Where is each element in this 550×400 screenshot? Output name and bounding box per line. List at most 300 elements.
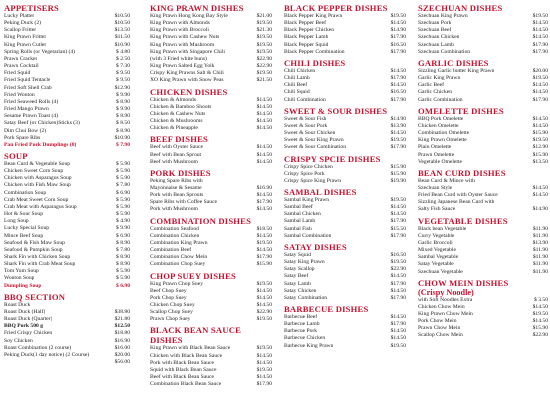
menu-item-price: $ 6.90 [116,282,130,289]
menu-item [4,99,130,106]
menu-item-price [269,178,272,185]
menu-item-name: Mince Beef Soup [4,232,44,239]
menu-item-price: $10.90 [114,41,130,48]
menu-item-name: (with 3 Fried white buns) [150,55,207,62]
menu-item-name: King Prawn with Singapore Chili [150,48,225,55]
menu-item [4,92,130,99]
menu-item [4,27,130,34]
menu-column-2 [150,3,272,400]
menu-item [4,197,130,204]
menu-item-price: $17.90 [532,96,548,103]
menu-item-price: $11.90 [532,261,548,268]
menu-item-name: Roast Duck [4,301,31,308]
menu-item [4,211,130,218]
section-heading: SZECHUAN DISHES [418,3,503,13]
menu-item-price: $14.50 [256,103,272,110]
menu-item-price: $17.90 [390,232,406,239]
section-heading: SWEET & SOUR DISHES [284,105,388,116]
menu-item [150,144,272,151]
menu-item [4,225,130,232]
menu-item [418,27,548,34]
menu-item-price: $21.30 [256,27,272,34]
menu-item-name: Szechuan Style [418,184,453,191]
menu-item [150,159,272,166]
menu-item-price: $14.50 [532,303,548,310]
menu-item [4,34,130,41]
menu-item-price: $ 2.50 [116,55,130,62]
menu-item-name: Satay Lamb [284,280,311,287]
menu-item [150,125,272,132]
menu-item-name: Garlic King Prawn [418,75,461,82]
menu-item [4,20,130,27]
menu-item-name: Satay Beef [284,273,309,280]
menu-item [418,152,548,159]
menu-item [150,254,272,261]
menu-item [418,254,548,261]
menu-item [284,218,406,225]
menu-item [4,56,130,63]
menu-item [150,70,272,77]
menu-item-price: $17.90 [532,41,548,48]
menu-item-price: $22.90 [256,309,272,316]
menu-item-price: $ 8.90 [116,127,130,134]
menu-item-price: $19.50 [256,20,272,27]
menu-item [284,328,406,335]
menu-item-price: $15.90 [256,261,272,268]
menu-item [418,34,548,41]
menu-item-price: $ 9.90 [116,106,130,113]
menu-item-name: Dumpling Soup [4,282,42,289]
menu-item [284,233,406,240]
menu-item [150,295,272,302]
menu-item [284,314,406,321]
menu-section-garlic-dishes [418,58,548,104]
menu-item-name: Bean Curd & Vegetable Soup [4,160,71,167]
menu-section-sambal-dishes [284,187,406,240]
menu-item-price: $19.50 [256,345,272,352]
menu-item-name: Pork with Bean Sprouts [150,192,204,199]
menu-item-name: Crispy Spice Chicken [284,163,333,170]
menu-item-price: $ 8.90 [116,98,130,105]
menu-item-name: Fried Squid Tentacle [4,77,51,84]
menu-column-3 [284,3,406,400]
menu-item-price [127,302,130,309]
menu-item-price: $14.50 [532,27,548,34]
menu-item-price: $17.90 [390,48,406,55]
menu-item-price: $12.90 [114,84,130,91]
menu-item [284,259,406,266]
menu-item-name: Pork Spare Ribs [4,134,41,141]
menu-item [4,359,130,366]
menu-item-name: Shark Fin with Chicken Soup [4,254,71,260]
menu-item-price: $17.90 [390,34,406,41]
menu-item-name: Plain Omelette [418,144,452,151]
menu-item-price: $15.50 [390,225,406,232]
menu-item [4,254,130,261]
menu-item-price: $14.50 [256,206,272,213]
menu-item-name: Pork Chow Mein [418,318,457,325]
menu-item [418,68,548,75]
menu-item-name: King Prawn with Mushroom [150,41,215,48]
menu-item-name: Chili Beef [284,82,308,89]
section-heading: BLACK PEPPER DISHES [284,3,388,13]
menu-item [150,316,272,323]
menu-item [150,152,272,159]
menu-item-name: Long Soup [4,218,29,225]
menu-item-name: Satay Vegetable [418,261,454,268]
menu-item-name: Wonton Soup [4,275,35,282]
menu-item-name: Fried Squid [4,70,31,77]
menu-item [4,240,130,247]
menu-item-name: Beef with Oyster Sauce [150,144,203,151]
menu-item-price: $14.50 [532,34,548,41]
menu-item-price: $15.90 [532,130,548,137]
menu-item [4,42,130,49]
menu-item [418,89,548,96]
menu-item-name: Spring Rolls (or Vegetarian) (4) [4,48,76,55]
menu-item-price: $14.50 [256,118,272,125]
menu-column-4 [418,3,548,400]
menu-item-name: Pan Fried Pork Dumplings (8) [4,141,77,148]
menu-item-name: Chicken with Asparagus Soup [4,175,72,182]
menu-item-name: Black Pepper King Prawn [284,13,343,19]
menu-item-price: $14.50 [256,374,272,381]
menu-item-name: Fried Wonton [4,91,35,98]
menu-item-price: $ 9.90 [116,225,130,232]
menu-item-price: $16.50 [390,251,406,258]
menu-item-name: Barbecue King Prawn [284,342,334,349]
menu-item-price: $56.00 [114,359,130,366]
menu-item [150,345,272,352]
menu-item-price: $ 8.90 [116,113,130,120]
menu-item [4,268,130,275]
menu-item-name: Fried Mango Prawn [4,106,49,113]
menu-item [150,178,272,185]
section-heading: COMBINATION DISHES [150,215,252,226]
menu-section-chow-mein-dishes [418,278,548,340]
menu-item-price: $19.50 [532,75,548,82]
menu-item [418,49,548,56]
menu-item-price: $12.90 [532,144,548,151]
menu-item-price: $13.90 [390,122,406,129]
section-heading: OMELETTE DISHES [418,105,504,116]
menu-item [418,240,548,247]
menu-item-price: $ 8.50 [116,120,130,127]
section-heading: BBQ SECTION [4,291,66,302]
menu-item [418,304,548,311]
menu-item-name: Tom Yum Soup [4,268,39,275]
menu-item [4,345,130,352]
menu-item-price: $19.50 [256,70,272,77]
section-subtitle: (Crispy Noodle) [418,287,474,297]
menu-item-price: $22.90 [256,55,272,62]
menu-item [284,130,406,137]
menu-section-appetisers [4,3,130,149]
section-heading: BEAN CURD DISHES [418,167,506,178]
menu-item-price: $21.50 [256,77,272,84]
menu-item-name: Roast Combination (2 course) [4,344,72,351]
menu-section-chicken-dishes [150,87,272,133]
menu-item-price: $13.50 [114,27,130,34]
menu-item-price: $22.90 [390,266,406,273]
menu-item-name: Fried Bean Curd with Oyster Sauce [418,192,498,199]
menu-item-price: $17.90 [390,218,406,225]
menu-item [150,240,272,247]
menu-item-name: Sweet & Sour Fish [284,115,327,122]
menu-item-name: Beef with Bean Sprout [150,151,202,158]
menu-item-name: Szechuan King Prawn [418,13,468,19]
section-heading: CHOW MEIN DISHES [418,277,509,288]
menu-item-name: Roast Duck (Quarter) [4,316,53,323]
menu-section-chili-dishes [284,58,406,104]
menu-item-price: $14.90 [532,206,548,213]
section-heading: CHOP SUEY DISHES [150,270,236,281]
menu-item [4,338,130,345]
menu-item-name: Combination King Prawn [150,239,208,246]
menu-item [284,343,406,350]
menu-item-price: $14.50 [390,287,406,294]
menu-item [4,316,130,323]
menu-item [4,85,130,92]
menu-item-name: Sweet & Sour Chicken [284,130,336,137]
menu-item [418,116,548,123]
menu-item [4,70,130,77]
menu-item [284,335,406,342]
menu-item-price: $16.50 [390,41,406,48]
menu-item [284,164,406,171]
menu-item [4,120,130,127]
menu-item-price: $14.50 [256,125,272,132]
menu-item [418,261,548,268]
menu-item-price: $19.50 [532,13,548,19]
menu-item-name: Szechuan Vegetable [418,268,463,275]
menu-item-price: $19.50 [256,239,272,246]
menu-item [418,297,548,304]
menu-item-price: $14.50 [532,82,548,89]
menu-item [284,97,406,104]
menu-item-name: Shark Fin with Crab Meat Soup [4,261,76,268]
menu-item-price: $19.50 [256,41,272,48]
menu-item-price: $18.50 [256,225,272,232]
menu-item-price: $22.90 [532,332,548,339]
menu-item-name: King Prawn with Almonds [150,20,210,27]
menu-item-name: XO King Prawn with Snow Peas [150,77,224,84]
menu-item [418,226,548,233]
menu-item [4,330,130,337]
section-heading: SAMBAL DISHES [284,186,357,197]
menu-item [284,197,406,204]
menu-item [284,266,406,273]
menu-item [284,13,406,20]
menu-item [150,374,272,381]
menu-item-name: King Prawn Salted Egg Yolk [150,63,215,70]
menu-item [284,82,406,89]
menu-item-price: $19.50 [256,316,272,323]
menu-item-price: $12.50 [114,323,130,330]
menu-item [4,77,130,84]
menu-item-price: $ 5.90 [116,268,130,275]
menu-item-price: $21.00 [256,13,272,19]
menu-item-name: Sesame Prawn Toast (4) [4,113,59,120]
menu-item-price: $19.50 [532,137,548,144]
menu-item [4,63,130,70]
menu-item-name: Satay Beef (or Chicken)Sticks (3) [4,120,80,127]
menu-section-black-bean-sauce-dishes [150,325,272,388]
menu-item-name: Garlic Chicken [418,89,453,96]
menu-section-soup [4,151,130,290]
menu-item-price: $14.50 [390,82,406,89]
menu-item-price: $ 9.50 [116,70,130,77]
menu-item-price: $14.50 [532,318,548,325]
menu-item-name: Combination Chicken [150,232,200,239]
menu-item-price: $13.90 [532,239,548,246]
menu-item [284,321,406,328]
menu-item [4,49,130,56]
menu-item [4,233,130,240]
menu-item-name: Barbecue Chicken [284,335,326,342]
menu-item [150,367,272,374]
menu-item-name: King Prawn Chop Suey [150,280,203,287]
menu-item [4,13,130,20]
menu-item [284,204,406,211]
menu-item [150,118,272,125]
menu-item [418,233,548,240]
menu-item-price: $ 4.80 [116,48,130,55]
menu-item [4,261,130,268]
menu-item-name: Peking Spare Ribs with [150,177,203,184]
menu-item-name: with Soft Noodles Extra [418,296,473,303]
menu-item-price: $11.90 [532,254,548,261]
menu-item [150,381,272,388]
menu-item-name: Sambal Vegetable [418,254,459,261]
menu-item-price: $11.90 [532,247,548,254]
menu-item [284,295,406,302]
menu-item [150,63,272,70]
menu-section-barbecue-dishes [284,304,406,350]
menu-item-price: $15.90 [390,170,406,177]
menu-item-price: $14.50 [256,144,272,151]
section-heading: SOUP [4,150,28,161]
menu-item [284,123,406,130]
menu-item-price: $ 5.90 [116,160,130,167]
menu-item-name: King Prawn with Black Bean Sauce [150,345,231,352]
menu-item-name: Salty Fish Sauce [418,206,456,213]
menu-section-sweet-sour-dishes [284,106,406,152]
menu-item [418,318,548,325]
menu-item-name: King Prawn Cutlet [4,41,46,48]
menu-item [284,75,406,82]
menu-item [150,360,272,367]
menu-section-bean-curd-dishes [418,168,548,214]
menu-item-price: $ 4.90 [116,218,130,225]
menu-item-price: $17.90 [256,254,272,261]
menu-section-crispy-spcie-dishes [284,154,406,185]
menu-item-name: Combination Seafood [150,225,199,232]
menu-item-price: $14.90 [390,115,406,122]
menu-item-name: Chicken with Fish Maw Soup [4,182,71,189]
menu-item-price: $14.50 [532,184,548,191]
menu-item-price: $14.50 [390,20,406,27]
menu-item [4,182,130,189]
menu-item-name: Pork with Mushroom [150,206,198,213]
menu-item [150,97,272,104]
menu-section-king-prawn-dishes [150,3,272,85]
menu-item-price: $15.90 [390,163,406,170]
menu-item-name: Garlic Beef [418,82,444,89]
menu-item [4,218,130,225]
menu-item-name: Chili Chicken [284,67,316,74]
menu-item-name: Sambal Beef [284,204,313,211]
menu-item-price: $11.90 [532,268,548,275]
menu-item [150,104,272,111]
menu-item-price: $ 5.90 [116,275,130,282]
menu-item-price: $22.90 [256,63,272,70]
menu-item-price: $ 5.90 [116,175,130,182]
menu-item-name: Combination Chop Suey [150,261,206,268]
menu-item-price: $17.90 [390,280,406,287]
menu-section-satay-dishes [284,242,406,302]
menu-item-name: Satay Scallop [284,266,315,273]
menu-item-price: $19.50 [256,34,272,41]
menu-item-name: Fried Seaweed Rolls (4) [4,98,59,105]
menu-item-price: $19.50 [390,196,406,203]
menu-item-name: BBQ Pork Omelette [418,115,464,122]
menu-item [150,353,272,360]
menu-item [418,206,548,213]
menu-item-name: Garlic Broccoli [418,239,453,246]
menu-item-price: $15.90 [532,151,548,158]
menu-item-price: $38.80 [114,308,130,315]
menu-item-price: $19.50 [256,366,272,373]
menu-item [150,34,272,41]
section-heading: APPETISERS [4,3,60,13]
menu-item-name: Bean Curd & Mince with [418,177,475,184]
menu-section-beef-dishes [150,134,272,165]
menu-item-price: $11.90 [532,232,548,239]
menu-item-name: Crab Meat Sweet Corn Soup [4,196,69,203]
menu-item [418,75,548,82]
menu-item [418,311,548,318]
menu-item-name: Chicken with Black Bean Sauce [150,352,223,359]
menu-item [150,199,272,206]
menu-item-price: $14.50 [390,314,406,320]
menu-item [150,309,272,316]
menu-item-name: Sambal Chicken [284,211,321,218]
menu-item-name: Black Pepper Chicken [284,27,335,34]
menu-item-price: $17.90 [390,321,406,328]
menu-item-price: $14.50 [532,122,548,129]
menu-item-name: Curry Vegetable [418,232,455,239]
menu-item-price [545,178,548,185]
menu-item-name: Combination Beef [150,247,192,254]
menu-item-name: Black bean Vegetable [418,225,467,232]
menu-item [4,106,130,113]
menu-item [284,137,406,144]
menu-item [284,288,406,295]
menu-item-name: Spare Ribs with Coffee Sauce [150,199,218,206]
menu-item-name: Prawn Omelette [418,151,455,158]
menu-item [284,34,406,41]
menu-item [418,185,548,192]
menu-section-vegetable-dishes [418,216,548,276]
menu-section-pork-dishes [150,168,272,214]
menu-item-price: $19.50 [390,137,406,144]
menu-item [284,171,406,178]
menu-item-name: Crispy Spice King Prawn [284,177,342,184]
menu-item-price: $ 9.90 [116,91,130,98]
menu-item [150,185,272,192]
menu-item-name: King Prawn with Cashew Nuts [150,34,220,41]
